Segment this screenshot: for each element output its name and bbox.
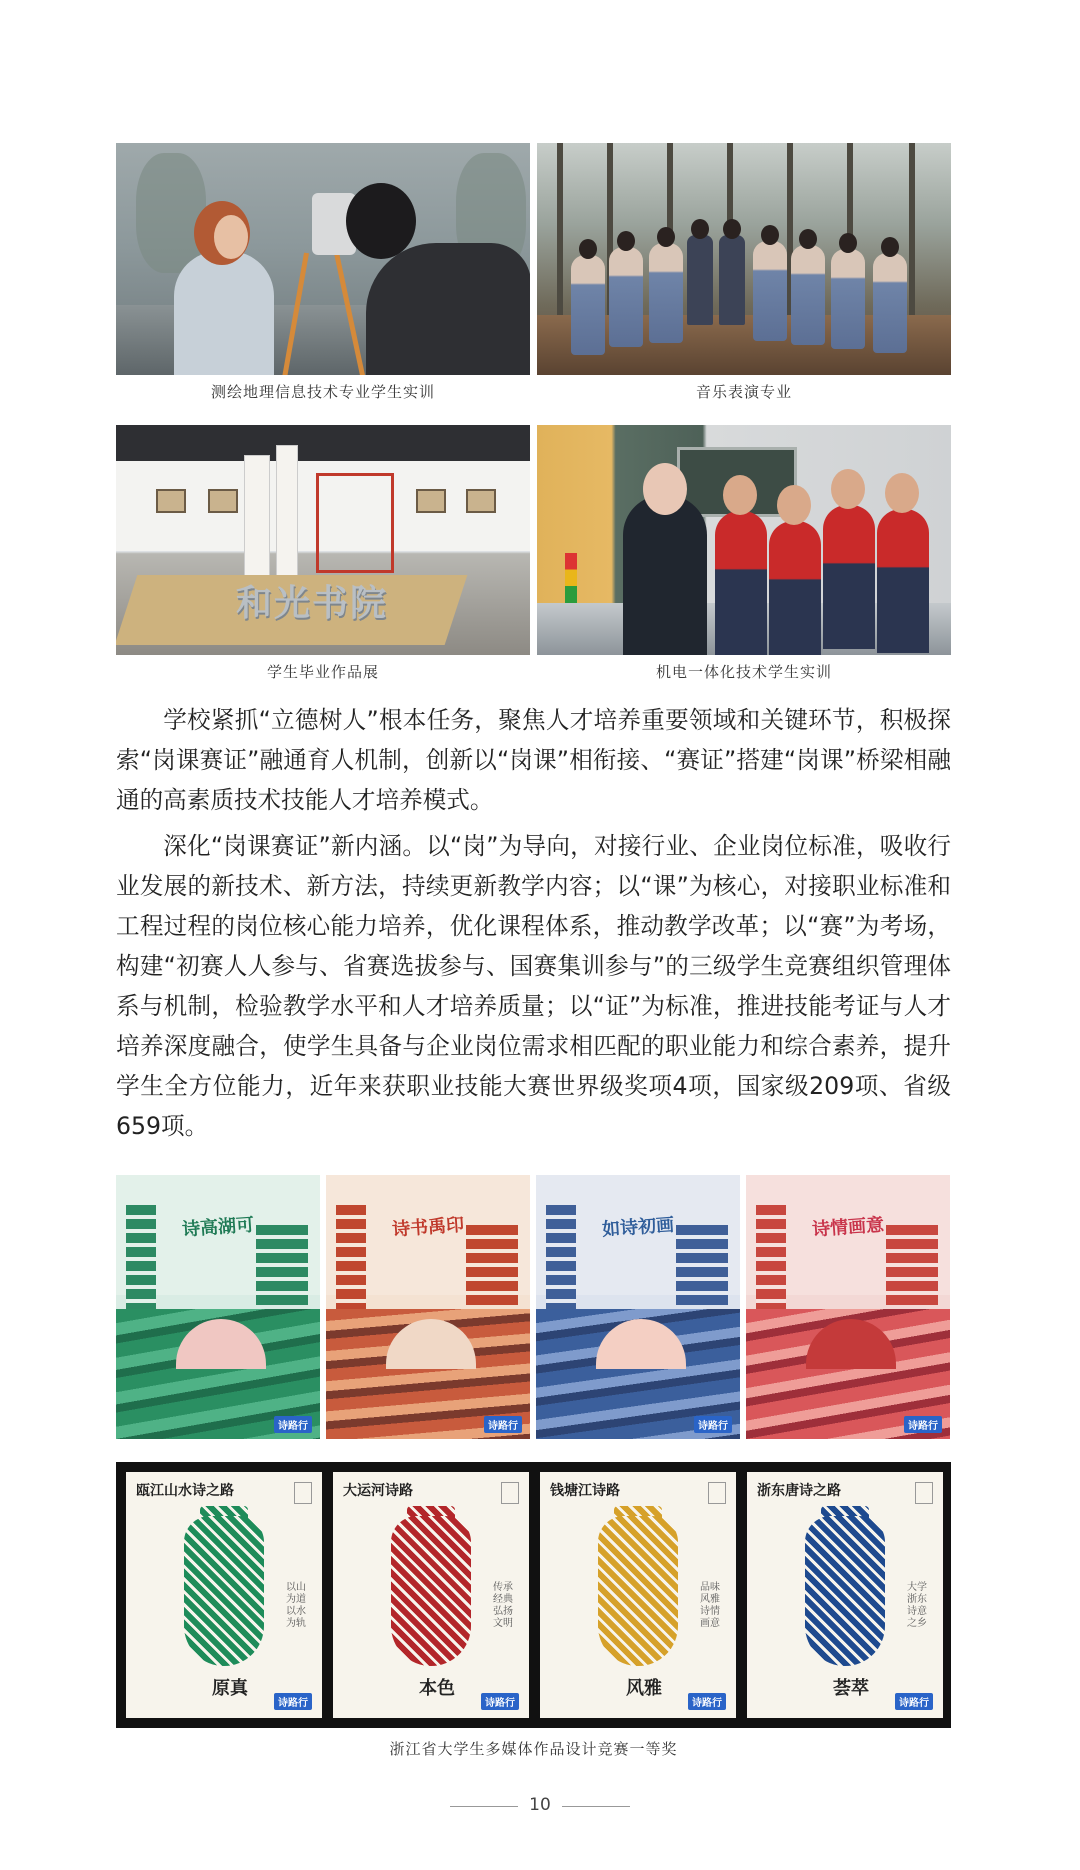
performer [571,255,605,355]
vase-illustration [598,1516,678,1666]
performer [753,241,787,341]
vase-side-text: 品味风雅诗情画意 [700,1582,720,1629]
student-head [885,473,919,513]
student-figure [366,243,530,375]
vase-word: 荟萃 [833,1678,869,1699]
exhibition-banner [276,445,298,580]
student-figure [823,505,875,649]
pagoda-illustration [756,1205,786,1315]
performer-head [617,231,635,251]
poster-orange [326,1175,530,1439]
performer-head [799,229,817,249]
vase-illustration [805,1516,885,1666]
artwork-frame [466,489,496,513]
performer [719,235,745,325]
page-footer [0,1795,1080,1819]
poster-stamp: 诗路行 [688,1693,726,1710]
vase-poster [540,1472,736,1718]
photo-surveying-training [116,143,530,375]
photo-caption: 机电一体化技术学生实训 [655,663,832,681]
student-head [723,475,757,515]
body-paragraph: 深化“岗课赛证”新内涵。以“岗”为导向，对接行业、企业岗位标准，吸收行业发展的新技术、新方法，持续更新教学内容；以“课”为核心，对接职业标准和工程过程的岗位核心能力培养，优化课程体系，推动教学改革；以“赛”为考场，构建“初赛人人参与、省赛选拔参与、国赛集训参与”的三级学生竞赛组织管理体系与机制，检验教学水平和人才培养质量；以“证”为标准，推进技能考证与人才培养深度融合，使学生具备与企业岗位需求相匹配的职业能力和综合素养，提升学生全方位能力，近年来获职业技能大赛世界级奖项4项，国家级209项、省级659项。 [116,832,951,1140]
student-head [346,183,416,259]
poster-title: 诗高湖可 [181,1214,255,1241]
award-caption: 浙江省大学生多媒体作品设计竞赛一等奖 [389,1740,678,1758]
student-figure [877,509,929,653]
vase-word: 风雅 [626,1678,662,1699]
vase-word: 本色 [419,1678,455,1699]
poster-stamp: 诗路行 [694,1416,732,1433]
photo-caption: 音乐表演专业 [695,383,792,401]
vase-poster-title: 瓯江山水诗之路 [136,1483,234,1499]
performer [791,245,825,345]
performer-head [881,237,899,257]
instructor-figure [623,495,707,655]
artwork-frame [208,489,238,513]
tree-trunk [909,143,915,333]
photo-caption: 学生毕业作品展 [266,663,379,681]
body-paragraph: 学校紧抓“立德树人”根本任务，聚焦人才培养重要领域和关键环节，积极探索“岗课赛证”融通育人机制，创新以“岗课”相衔接、“赛证”搭建“岗课”桥梁相融通的高素质技术技能人才培养模式。 [116,706,951,814]
photo-music-performance [537,143,951,375]
tree-trunk [557,143,563,333]
vase-poster [747,1472,943,1718]
page-number: 10 [529,1795,551,1815]
poster-title: 如诗初画 [601,1214,675,1241]
vase-side-text: 传承经典弘扬文明 [493,1582,513,1629]
poster-stamp: 诗路行 [895,1693,933,1710]
poster-title: 诗书禹印 [391,1214,465,1241]
performer-head [839,233,857,253]
artwork-frame [416,489,446,513]
artwork-frame [156,489,186,513]
vase-poster [126,1472,322,1718]
vase-poster-title: 浙东唐诗之路 [757,1483,841,1499]
performer [609,247,643,347]
poster-red [746,1175,950,1439]
signal-tower-lamp [565,553,577,603]
vase-poster [333,1472,529,1718]
poster-stamp: 诗路行 [274,1693,312,1710]
vase-poster-title: 大运河诗路 [343,1483,413,1499]
seal-icon [915,1482,933,1504]
vase-illustration [184,1516,264,1666]
performer [649,243,683,343]
photo-mechatronics-training [537,425,951,655]
performer [687,235,713,325]
footer-rule [562,1806,630,1807]
seal-icon [708,1482,726,1504]
background-tree [136,153,206,273]
vase-side-text: 大学浙东诗意之乡 [907,1582,927,1629]
pagoda-illustration [126,1205,156,1315]
exhibition-sign: 和光书院 [236,582,389,624]
instructor-head [643,463,687,515]
pavilion-illustration [676,1225,728,1305]
poster-stamp: 诗路行 [484,1416,522,1433]
vase-side-text: 以山为道以水为轨 [286,1582,306,1629]
poster-green [116,1175,320,1439]
seal-icon [294,1482,312,1504]
poster-stamp: 诗路行 [481,1693,519,1710]
vase-illustration [391,1516,471,1666]
student-head [831,469,865,509]
performer-head [691,219,709,239]
award-poster-frame [116,1462,951,1728]
pagoda-illustration [546,1205,576,1315]
vase-poster-title: 钱塘江诗路 [550,1483,620,1499]
photo-caption: 测绘地理信息技术专业学生实训 [210,383,435,401]
poster-stamp: 诗路行 [904,1416,942,1433]
pagoda-illustration [336,1205,366,1315]
student-head [777,485,811,525]
poster-title: 诗情画意 [811,1214,885,1241]
gallery-ceiling [116,425,530,461]
student-face [214,215,248,259]
performer-head [723,219,741,239]
pavilion-illustration [466,1225,518,1305]
vase-word: 原真 [212,1678,248,1699]
seal-icon [501,1482,519,1504]
performer-head [761,225,779,245]
performer [831,249,865,349]
student-figure [715,511,767,655]
performer-head [657,227,675,247]
performer [873,253,907,353]
pavilion-illustration [256,1225,308,1305]
photo-graduation-exhibition [116,425,530,655]
poster-blue [536,1175,740,1439]
student-figure [769,521,821,655]
student-figure [174,251,274,375]
poster-stamp: 诗路行 [274,1416,312,1433]
installation-frame [316,473,394,573]
performer-head [579,239,597,259]
pavilion-illustration [886,1225,938,1305]
